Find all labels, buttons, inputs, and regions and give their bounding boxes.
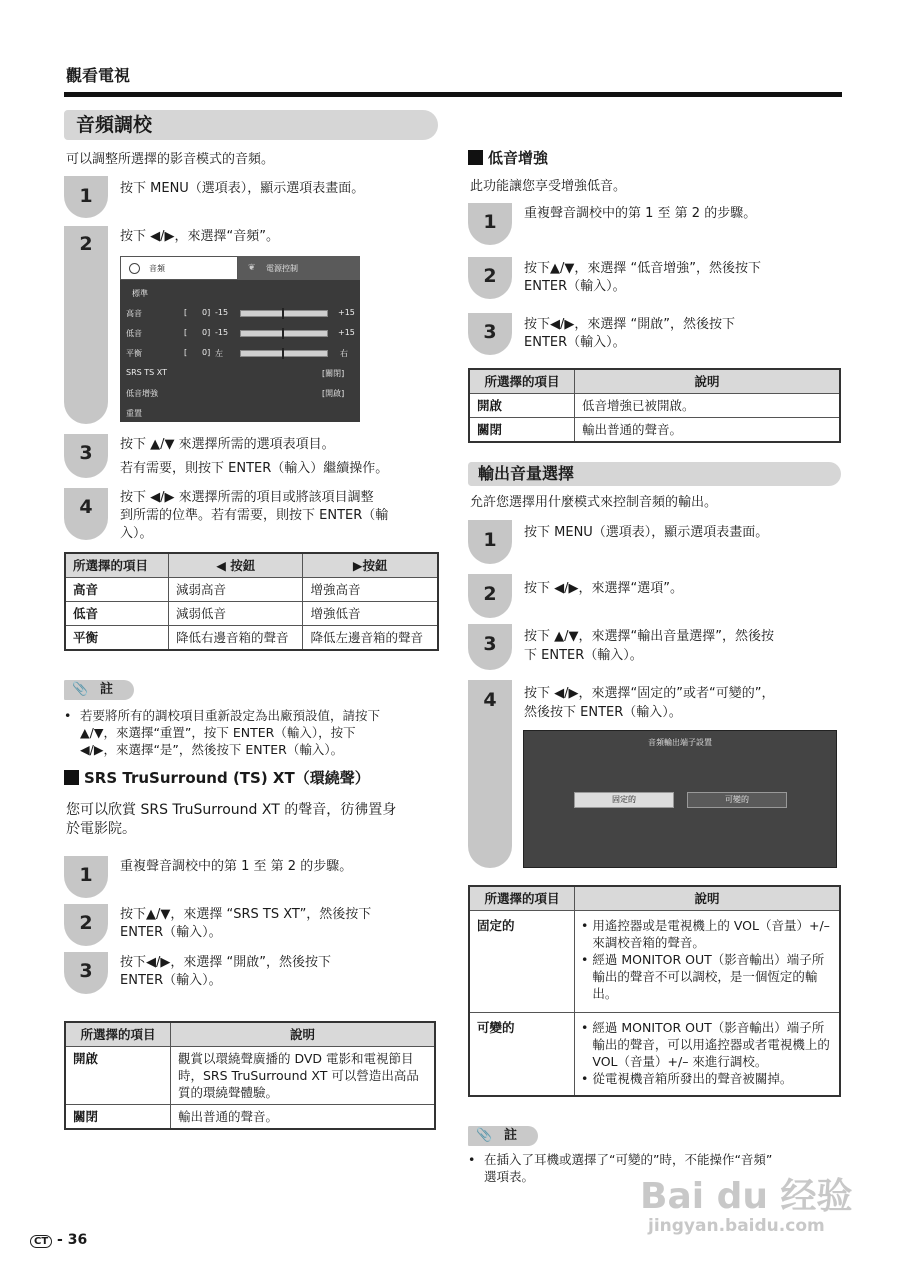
table-row <box>469 1013 840 1097</box>
tab-power-control <box>238 256 360 280</box>
step-text: ENTER（輸入）。 <box>120 973 222 988</box>
page-header-title: 觀看電視 <box>66 66 131 85</box>
step-number: 3 <box>483 321 497 343</box>
bass-slider-handle <box>282 328 284 339</box>
menu-row-min: -15 <box>215 328 229 337</box>
table-bullet <box>581 917 833 951</box>
step-number: 3 <box>483 633 497 655</box>
step-number: 3 <box>79 960 93 982</box>
table-cell: 關閉 <box>469 418 575 443</box>
section-title-bass-boost <box>468 147 548 168</box>
step-text: 按下 ◀/▶，來選擇“固定的”或者“可變的”， <box>524 686 775 701</box>
menu-row-label: 低音 <box>126 329 142 338</box>
step-text: 按下 ◀/▶ 來選擇所需的項目或將該項目調整 <box>120 490 374 505</box>
step-number: 4 <box>79 496 93 518</box>
tab-audio-label: 音頻 <box>149 264 165 273</box>
bullet-text: 從電視機音箱所發出的聲音被關掉。 <box>592 1071 793 1086</box>
table-cell: 觀賞以環繞聲廣播的 DVD 電影和電視節目時，SRS TruSurround XT 可以營造出高品質的環繞聲體驗。 <box>171 1047 436 1105</box>
table-cell: 開啟 <box>65 1047 171 1105</box>
watermark-brand: Bai du 经验 <box>640 1176 853 1217</box>
step-text: 重複聲音調校中的第 1 至 第 2 的步驟。 <box>120 859 353 874</box>
table-cell: 輸出普通的聲音。 <box>575 418 841 443</box>
step-number: 3 <box>79 442 93 464</box>
step-text: 到所需的位準。若有需要，則按下 ENTER（輸 <box>120 508 389 523</box>
menu-row-max: +15 <box>338 308 355 317</box>
step-number: 1 <box>79 864 93 886</box>
table-cell: 開啟 <box>469 394 575 418</box>
step-text: 重複聲音調校中的第 1 至 第 2 的步驟。 <box>524 206 757 221</box>
table-header-cell: 說明 <box>171 1022 436 1047</box>
note-line: ◀/▶，來選擇“是”，然後按下 ENTER（輸入）。 <box>80 742 344 757</box>
step-text: 然後按下 ENTER（輸入）。 <box>524 705 682 720</box>
table-header-row <box>65 1022 435 1047</box>
bullet-text: 用遙控器或是電視機上的 VOL（音量）+/– 來調校音箱的聲音。 <box>592 918 830 950</box>
treble-slider-handle <box>282 308 284 319</box>
table-cell: 減弱高音 <box>169 578 303 602</box>
step-text: 按下 MENU（選項表），顯示選項表畫面。 <box>524 525 769 540</box>
note-label: 註 <box>100 682 114 697</box>
menu-row-max: 右 <box>340 349 348 358</box>
table-row <box>65 602 438 626</box>
bullet-dot: • <box>581 952 589 967</box>
note-label: 註 <box>504 1128 518 1143</box>
table-header-cell: 所選擇的項目 <box>65 553 169 578</box>
menu-srs-value: [關閉] <box>322 369 345 378</box>
step-text: 按下▲/▼，來選擇 “SRS TS XT”，然後按下 <box>120 907 372 922</box>
table-cell: 可變的 <box>469 1013 575 1097</box>
srs-intro-line: 於電影院。 <box>66 821 136 837</box>
step-number: 2 <box>483 583 497 605</box>
bass-slider <box>240 330 328 337</box>
menu-row-min: 左 <box>215 349 223 358</box>
menu-mode: 標準 <box>132 289 148 298</box>
table-row <box>65 578 438 602</box>
table-header-row <box>469 886 840 911</box>
output-options-table <box>468 885 841 1097</box>
note-line: 若要將所有的調校項目重新設定為出廠預設值，請按下 <box>80 708 381 723</box>
balance-slider-handle <box>282 348 284 359</box>
table-cell: 增強低音 <box>303 602 438 626</box>
note-line: 在插入了耳機或選擇了“可變的”時，不能操作“音頻” <box>484 1152 773 1167</box>
note-badge <box>468 1126 538 1146</box>
menu-row-bracket: [ <box>184 328 188 337</box>
step-text: 按下 ◀/▶，來選擇“選項”。 <box>524 581 683 596</box>
step-text: 按下 MENU（選項表），顯示選項表畫面。 <box>120 181 365 196</box>
step-text: ENTER（輸入）。 <box>524 335 626 350</box>
step-text: 按下 ▲/▼ 來選擇所需的選項表項目。 <box>120 437 335 452</box>
step-number: 2 <box>79 233 93 255</box>
bullet-dot: • <box>468 1152 476 1167</box>
page-number: - 36 <box>57 1232 88 1248</box>
note-badge <box>64 680 134 700</box>
table-cell: 平衡 <box>65 626 169 651</box>
menu-row-value: 0] <box>202 348 211 357</box>
note-line: 選項表。 <box>484 1169 535 1184</box>
table-cell: 增強高音 <box>303 578 438 602</box>
table-bullet <box>581 1070 833 1087</box>
audio-adjust-intro: 可以調整所選擇的影音模式的音頻。 <box>66 152 275 167</box>
table-row <box>469 418 840 443</box>
step-text: 下 ENTER（輸入）。 <box>524 648 643 663</box>
bullet-dot: • <box>581 918 589 933</box>
step-marker <box>64 226 108 424</box>
step-number: 1 <box>483 211 497 233</box>
page-footer <box>30 1232 87 1248</box>
speaker-icon <box>129 263 140 274</box>
table-row <box>469 394 840 418</box>
note-line: ▲/▼，來選擇“重置”，按下 ENTER（輸入），按下 <box>80 725 356 740</box>
step-number: 2 <box>79 912 93 934</box>
menu-row-value: 0] <box>202 308 211 317</box>
balance-slider <box>240 350 328 357</box>
square-bullet-icon <box>64 770 79 785</box>
step-text: 若有需要，則按下 ENTER（輸入）繼續操作。 <box>120 461 389 476</box>
bullet-text: 經過 MONITOR OUT（影音輸出）端子所輸出的聲音不可以調校，是一個恆定的輸出。 <box>592 952 825 1001</box>
table-header-cell: 所選擇的項目 <box>65 1022 171 1047</box>
table-bullet <box>581 1019 833 1070</box>
table-cell: 降低右邊音箱的聲音 <box>169 626 303 651</box>
table-cell: 低音增強已被開啟。 <box>575 394 841 418</box>
bullet-dot: • <box>64 708 72 723</box>
step-text: ENTER（輸入）。 <box>120 925 222 940</box>
menu-row-bracket: [ <box>184 308 188 317</box>
srs-options-table <box>64 1021 436 1130</box>
tab-audio <box>120 256 238 280</box>
step-number: 4 <box>483 689 497 711</box>
step-text: 入）。 <box>120 526 153 541</box>
button-function-table <box>64 552 439 651</box>
table-header-cell: 說明 <box>575 886 841 911</box>
square-bullet-icon <box>468 150 483 165</box>
step-text: 按下 ◀/▶，來選擇“音頻”。 <box>120 229 279 244</box>
table-header-cell: 所選擇的項目 <box>469 369 575 394</box>
menu-row-label: 高音 <box>126 309 142 318</box>
step-text: 按下◀/▶，來選擇 “開啟”，然後按下 <box>524 317 735 332</box>
menu-bass-boost-value: [開啟] <box>322 389 345 398</box>
table-header-row <box>65 553 438 578</box>
table-header-cell: ▶按鈕 <box>303 553 438 578</box>
step-text: ENTER（輸入）。 <box>524 279 626 294</box>
option-variable-button[interactable]: 可變的 <box>687 792 787 808</box>
table-cell: 固定的 <box>469 911 575 1013</box>
menu-row-max: +15 <box>338 328 355 337</box>
step-number: 1 <box>483 529 497 551</box>
bass-intro: 此功能讓您享受增強低音。 <box>470 179 627 194</box>
treble-slider <box>240 310 328 317</box>
table-cell: 高音 <box>65 578 169 602</box>
step-number: 2 <box>483 265 497 287</box>
watermark-url: jingyan.baidu.com <box>648 1216 825 1236</box>
tab-power-label: 電源控制 <box>266 264 298 273</box>
table-row <box>65 626 438 651</box>
step-text: 按下 ▲/▼，來選擇“輸出音量選擇”，然後按 <box>524 629 774 644</box>
paperclip-icon: 📎 <box>476 1128 493 1143</box>
table-header-row <box>469 369 840 394</box>
table-cell <box>575 911 841 1013</box>
bass-options-table <box>468 368 841 443</box>
menu-srs-label: SRS TS XT <box>126 368 167 377</box>
paperclip-icon: 📎 <box>72 682 89 697</box>
table-cell <box>575 1013 841 1097</box>
table-cell: 降低左邊音箱的聲音 <box>303 626 438 651</box>
table-cell: 減弱低音 <box>169 602 303 626</box>
srs-intro-line: 您可以欣賞 SRS TruSurround XT 的聲音，彷彿置身 <box>66 802 397 818</box>
srs-title-text: SRS TruSurround (TS) XT（環繞聲） <box>84 769 370 787</box>
menu-row-label: 平衡 <box>126 349 142 358</box>
table-row <box>65 1047 435 1105</box>
step-text: 按下◀/▶，來選擇 “開啟”，然後按下 <box>120 955 331 970</box>
table-cell: 關閉 <box>65 1105 171 1130</box>
menu-row-value: 0] <box>202 328 211 337</box>
table-bullet <box>581 951 833 1002</box>
bass-title-text: 低音增強 <box>488 149 549 167</box>
menu-row-min: -15 <box>215 308 229 317</box>
menu-row-bracket: [ <box>184 348 188 357</box>
table-row <box>469 911 840 1013</box>
menu-reset-label: 重置 <box>126 409 142 418</box>
step-number: 1 <box>79 185 93 207</box>
section-title-audio-adjust: 音頻調校 <box>64 110 438 140</box>
output-intro: 允許您選擇用什麼模式來控制音頻的輸出。 <box>470 495 718 510</box>
header-rule <box>64 92 842 97</box>
table-row <box>65 1105 435 1130</box>
table-header-cell: ◀ 按鈕 <box>169 553 303 578</box>
table-cell: 低音 <box>65 602 169 626</box>
table-header-cell: 說明 <box>575 369 841 394</box>
screen-title: 音頻輸出端子設置 <box>648 738 712 747</box>
section-title-srs <box>64 767 370 788</box>
table-header-cell: 所選擇的項目 <box>469 886 575 911</box>
bullet-dot: • <box>581 1020 589 1035</box>
section-title-output-volume: 輸出音量選擇 <box>468 462 841 486</box>
table-cell: 輸出普通的聲音。 <box>171 1105 436 1130</box>
leaf-icon: ❦ <box>248 263 256 273</box>
option-fixed-button[interactable]: 固定的 <box>574 792 674 808</box>
bullet-text: 經過 MONITOR OUT（影音輸出）端子所輸出的聲音，可以用遙控器或者電視機上的 VOL（音量）+/– 來進行調校。 <box>592 1020 830 1069</box>
output-setting-screen <box>523 730 837 868</box>
bullet-dot: • <box>581 1071 589 1086</box>
step-text: 按下▲/▼，來選擇 “低音增強”，然後按下 <box>524 261 761 276</box>
audio-menu-screen <box>120 256 360 422</box>
region-badge: CT <box>30 1235 52 1248</box>
menu-bass-boost-label: 低音增強 <box>126 389 158 398</box>
